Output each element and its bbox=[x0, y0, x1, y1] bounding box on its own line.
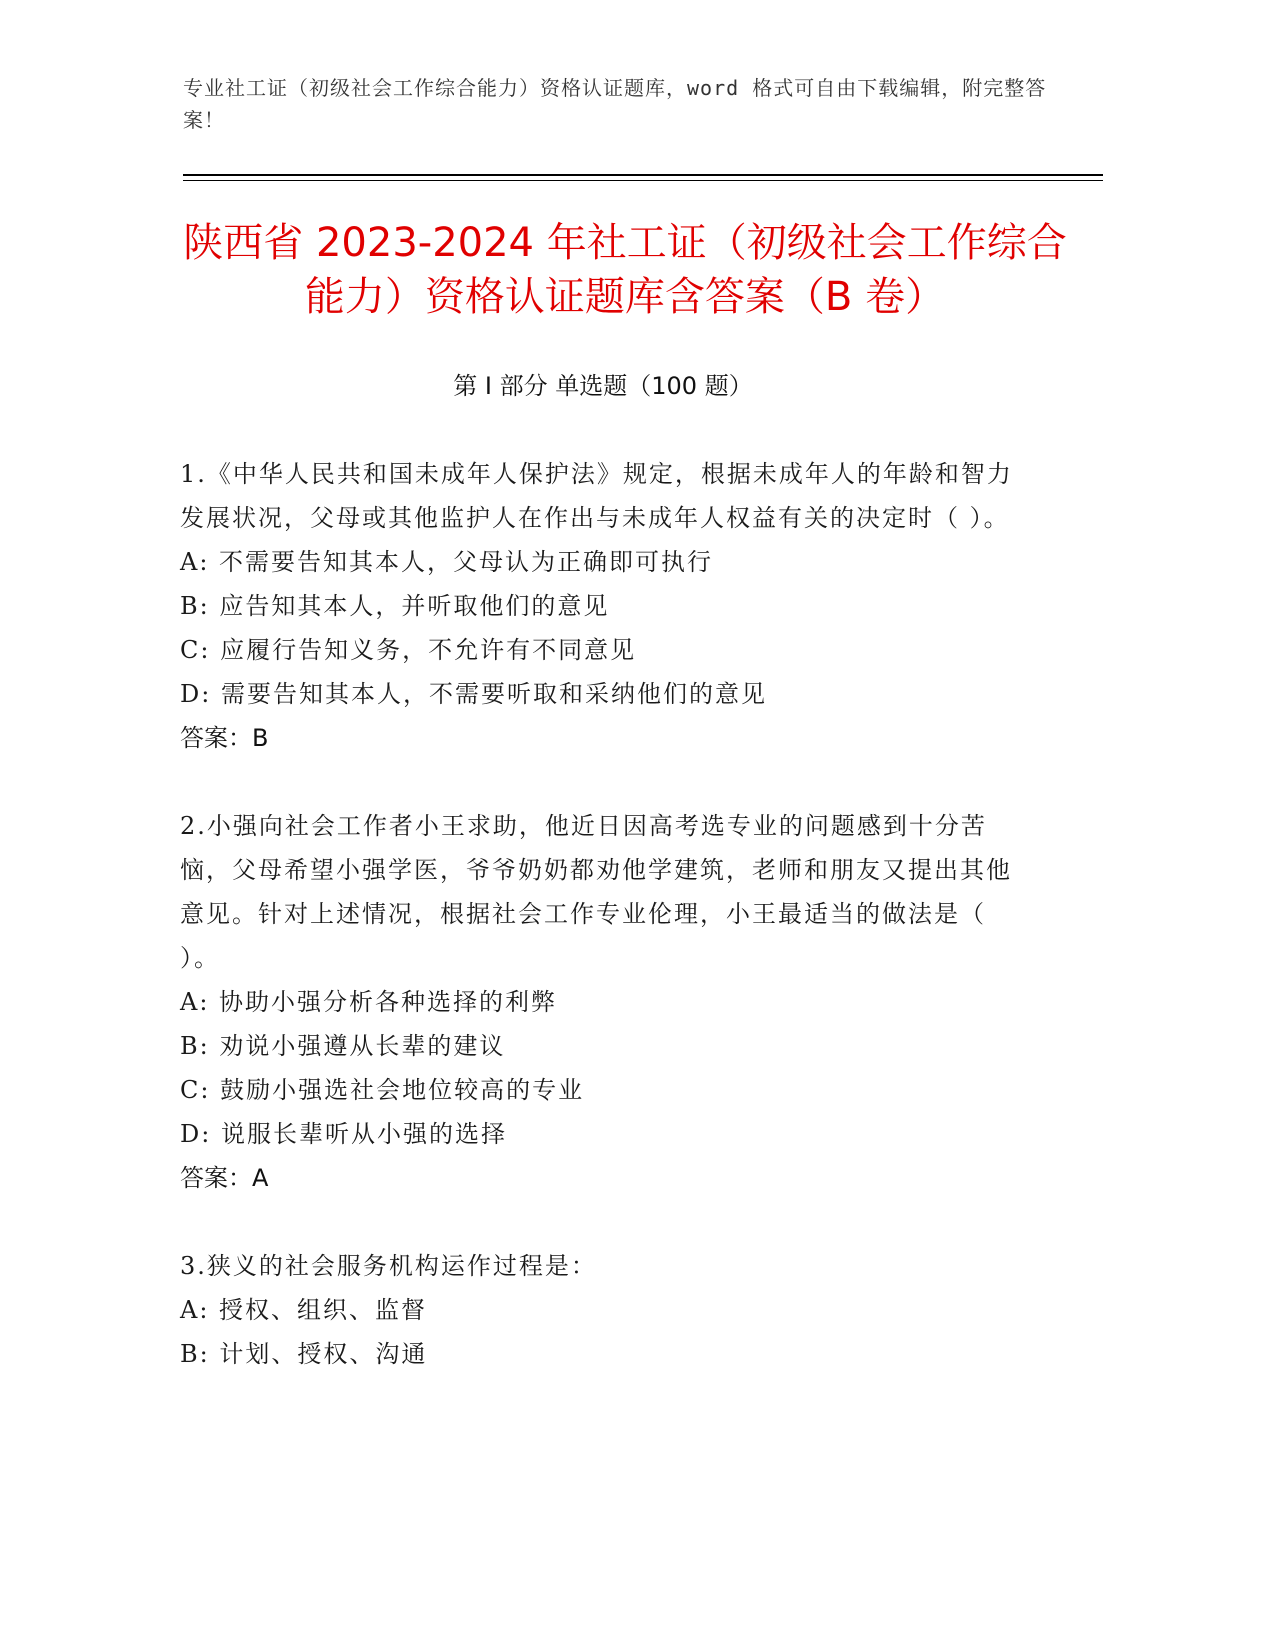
section-heading: 第 I 部分 单选题（100 题） bbox=[453, 372, 753, 400]
option-a: A: 协助小强分析各种选择的利弊 bbox=[180, 988, 558, 1016]
option-c: C: 鼓励小强选社会地位较高的专业 bbox=[180, 1076, 585, 1104]
question-3 bbox=[180, 1244, 1020, 1376]
question-stem: 2.小强向社会工作者小王求助，他近日因高考选专业的问题感到十分苦恼，父母希望小强学医，爷爷奶奶都劝他学建筑，老师和朋友又提出其他意见。针对上述情况，根据社会工作专业伦理，小王最适当的做法是（ ）。 bbox=[180, 812, 1012, 972]
option-c: C: 应履行告知义务，不允许有不同意见 bbox=[180, 636, 637, 664]
option-a: A: 不需要告知其本人，父母认为正确即可执行 bbox=[180, 548, 714, 576]
question-stem: 1.《中华人民共和国未成年人保护法》规定，根据未成年人的年龄和智力发展状况，父母或其他监护人在作出与未成年人权益有关的决定时（ ）。 bbox=[180, 460, 1013, 532]
option-d: D: 需要告知其本人，不需要听取和采纳他们的意见 bbox=[180, 680, 767, 708]
header-note: 专业社工证（初级社会工作综合能力）资格认证题库，word 格式可自由下载编辑，附完整答案！ bbox=[183, 76, 1047, 132]
header-divider-thick bbox=[183, 174, 1103, 176]
answer: 答案：A bbox=[180, 1164, 269, 1192]
document-title: 陕西省 2023-2024 年社工证（初级社会工作综合能力）资格认证题库含答案（B 卷） bbox=[183, 220, 1067, 320]
question-1 bbox=[180, 452, 1020, 760]
option-a: A: 授权、组织、监督 bbox=[180, 1296, 428, 1324]
answer: 答案：B bbox=[180, 724, 269, 752]
option-b: B: 计划、授权、沟通 bbox=[180, 1340, 428, 1368]
option-d: D: 说服长辈听从小强的选择 bbox=[180, 1120, 507, 1148]
option-b: B: 劝说小强遵从长辈的建议 bbox=[180, 1032, 506, 1060]
header-divider-thin bbox=[183, 180, 1103, 181]
question-stem: 3.狭义的社会服务机构运作过程是： bbox=[180, 1252, 597, 1280]
option-b: B: 应告知其本人，并听取他们的意见 bbox=[180, 592, 610, 620]
question-2 bbox=[180, 804, 1020, 1200]
question-list bbox=[180, 452, 1020, 1420]
